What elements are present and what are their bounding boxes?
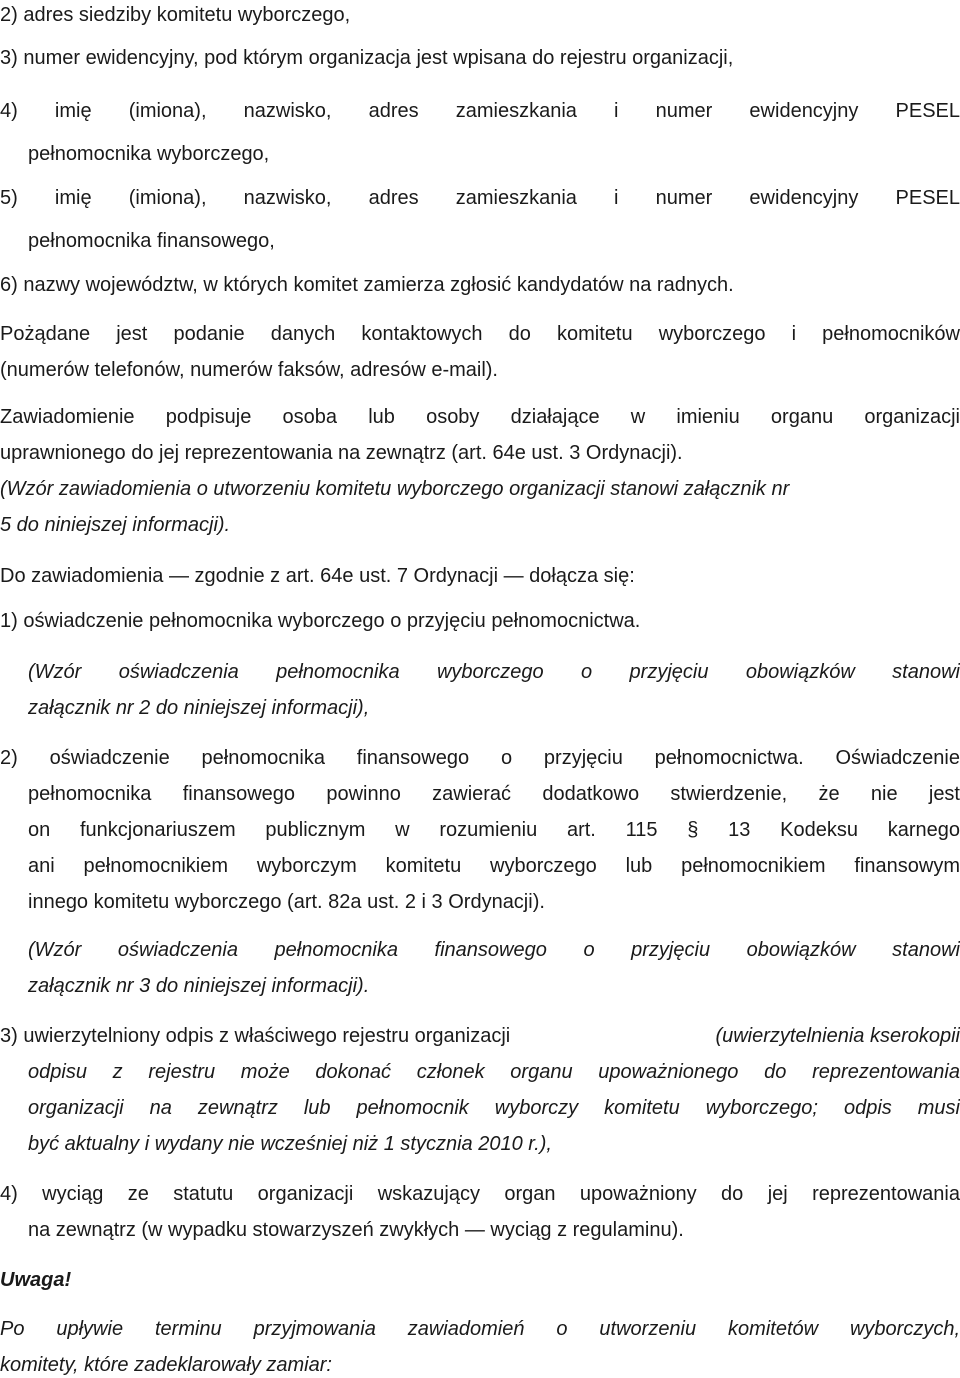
attachment-4-cont: na zewnątrz (w wypadku stowarzyszeń zwykłych — wyciąg z regulaminu). — [28, 1219, 684, 1241]
attachment-3-text: 3) uwierzytelniony odpis z właściwego rejestru organizacji — [0, 1025, 511, 1047]
attachment-3-note-cont-3: być aktualny i wydany nie wcześniej niż 1 stycznia 2010 r.), — [28, 1133, 552, 1155]
template-note-5: (Wzór zawiadomienia o utworzeniu komitetu wyborczego organizacji stanowi załącznik nr — [0, 478, 790, 500]
attachment-1: 1) oświadczenie pełnomocnika wyborczego o przyjęciu pełnomocnictwa. — [0, 610, 641, 632]
list-item-3: 3) numer ewidencyjny, pod którym organizacja jest wpisana do rejestru organizacji, — [0, 47, 734, 69]
list-item-5: 5) imię (imiona), nazwisko, adres zamieszkania i numer ewidencyjny PESEL — [0, 187, 960, 209]
warning-text-cont: komitety, które zadeklarowały zamiar: — [0, 1354, 332, 1376]
list-item-2: 2) adres siedziby komitetu wyborczego, — [0, 4, 351, 26]
paragraph-contact-cont: (numerów telefonów, numerów faksów, adresów e-mail). — [0, 359, 498, 381]
attachment-2: 2) oświadczenie pełnomocnika finansowego o przyjęciu pełnomocnictwa. Oświadczenie — [0, 747, 960, 769]
paragraph-contact: Pożądane jest podanie danych kontaktowych do komitetu wyborczego i pełnomocników — [0, 323, 960, 345]
template-note-5-cont: 5 do niniejszej informacji). — [0, 514, 231, 536]
list-item-4: 4) imię (imiona), nazwisko, adres zamieszkania i numer ewidencyjny PESEL — [0, 100, 960, 122]
attachment-2-cont-3: ani pełnomocnikiem wyborczym komitetu wyborczego lub pełnomocnikiem finansowym — [28, 855, 960, 877]
warning-text: Po upływie terminu przyjmowania zawiadomień o utworzeniu komitetów wyborczych, — [0, 1318, 960, 1340]
attachment-3-note: (uwierzytelnienia kserokopii — [715, 1025, 960, 1047]
attachment-3 — [0, 1023, 960, 1049]
attachment-2-cont-4: innego komitetu wyborczego (art. 82a ust. 2 i 3 Ordynacji). — [28, 891, 545, 913]
list-item-6: 6) nazwy województw, w których komitet zamierza zgłosić kandydatów na radnych. — [0, 274, 734, 296]
paragraph-signature-cont: uprawnionego do jej reprezentowania na zewnątrz (art. 64e ust. 3 Ordynacji). — [0, 442, 683, 464]
attachment-2-cont-2: on funkcjonariuszem publicznym w rozumieniu art. 115 § 13 Kodeksu karnego — [28, 819, 960, 841]
warning-heading: Uwaga! — [0, 1269, 72, 1291]
attachment-2-cont-1: pełnomocnika finansowego powinno zawierać dodatkowo stwierdzenie, że nie jest — [28, 783, 960, 805]
attachment-3-note-cont-2: organizacji na zewnątrz lub pełnomocnik wyborczy komitetu wyborczego; odpis musi — [28, 1097, 960, 1119]
paragraph-signature: Zawiadomienie podpisuje osoba lub osoby działające w imieniu organu organizacji — [0, 406, 960, 428]
template-note-3-cont: załącznik nr 3 do niniejszej informacji). — [28, 975, 370, 997]
list-item-5-cont: pełnomocnika finansowego, — [28, 230, 275, 252]
list-item-4-cont: pełnomocnika wyborczego, — [28, 143, 270, 165]
attachments-heading: Do zawiadomienia — zgodnie z art. 64e ust. 7 Ordynacji — dołącza się: — [0, 565, 635, 587]
attachment-3-note-cont-1: odpisu z rejestru może dokonać członek organu upoważnionego do reprezentowania — [28, 1061, 960, 1083]
attachment-4: 4) wyciąg ze statutu organizacji wskazujący organ upoważniony do jej reprezentowania — [0, 1183, 960, 1205]
template-note-2: (Wzór oświadczenia pełnomocnika wyborczego o przyjęciu obowiązków stanowi — [28, 661, 960, 683]
template-note-3: (Wzór oświadczenia pełnomocnika finansowego o przyjęciu obowiązków stanowi — [28, 939, 960, 961]
template-note-2-cont: załącznik nr 2 do niniejszej informacji), — [28, 697, 370, 719]
